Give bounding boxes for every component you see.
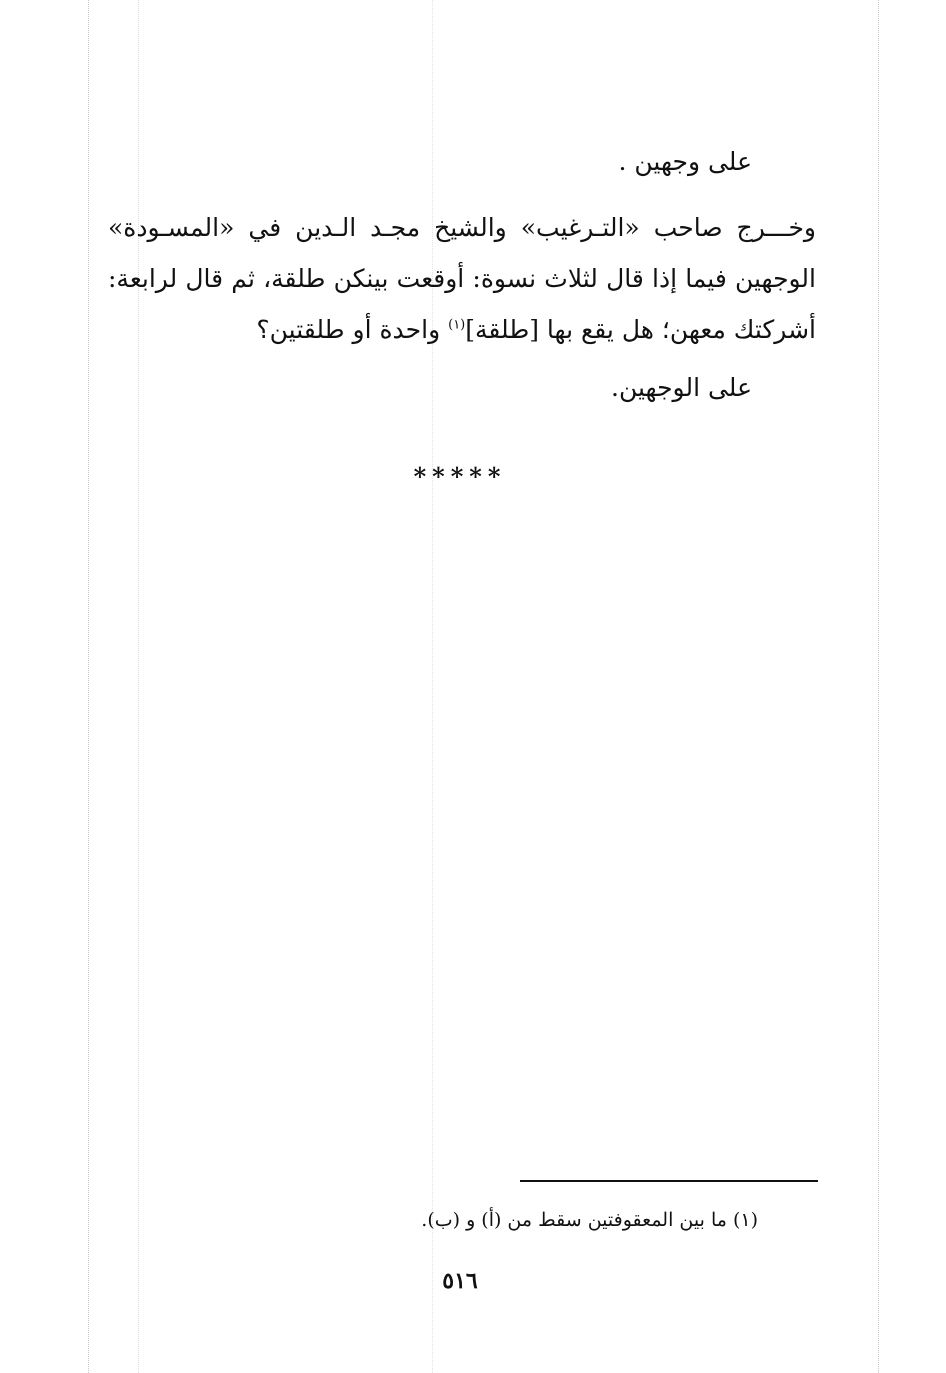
body-line-1: على وجهين . <box>618 147 752 176</box>
body-line-4-end: واحدة أو طلقتين؟ <box>256 315 449 344</box>
body-line-4-start: أشركتك معهن؛ هل يقع بها [طلقة] <box>465 315 816 344</box>
scan-guide-line <box>878 0 879 1373</box>
footnote-text: (١) ما بين المعقوفتين سقط من (أ) و (ب). <box>421 1209 758 1231</box>
body-line-3: الوجهين فيما إذا قال لثلاث نسوة: أوقعت بينكن طلقة، ثم قال لرابعة: <box>108 264 816 293</box>
scan-guide-line <box>88 0 89 1373</box>
footnote-rule <box>520 1180 818 1182</box>
section-separator: ***** <box>413 462 507 491</box>
scan-guide-line <box>432 0 433 1373</box>
body-line-5: على الوجهين. <box>611 373 752 402</box>
body-line-2: وخـــرج صاحب «التـرغيب» والشيخ مجـد الـدين في «المسـودة» <box>108 213 816 242</box>
scan-guide-line <box>138 0 139 1373</box>
body-line-4 <box>256 310 816 350</box>
footnote-marker: (١) <box>448 317 466 333</box>
page-number: ٥١٦ <box>442 1268 478 1294</box>
